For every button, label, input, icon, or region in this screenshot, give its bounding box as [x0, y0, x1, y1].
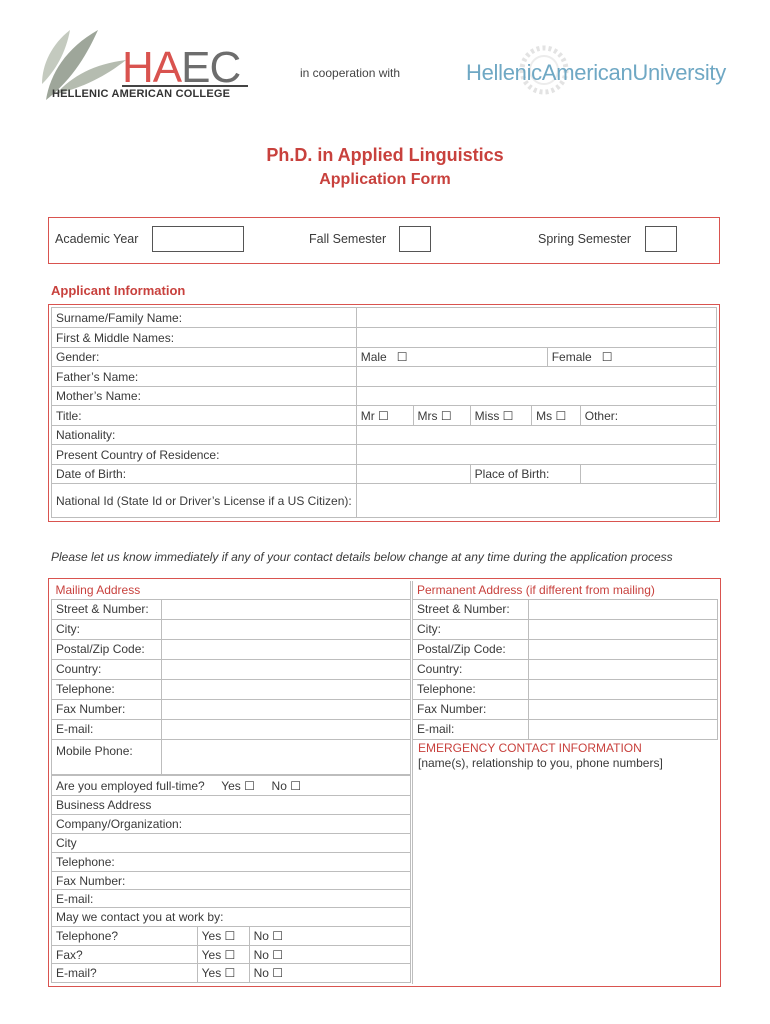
perm-country-input[interactable]: [528, 659, 717, 679]
perm-street-label: Street & Number:: [413, 599, 529, 619]
perm-zip-label: Postal/Zip Code:: [413, 639, 529, 659]
perm-street-input[interactable]: [528, 599, 717, 619]
fax-no-option[interactable]: No ☐: [249, 946, 410, 964]
cooperation-text: in cooperation with: [300, 66, 401, 80]
perm-email-label: E-mail:: [413, 719, 529, 739]
contact-at-work-question: May we contact you at work by:: [52, 908, 411, 927]
male-checkbox-icon[interactable]: ☐: [396, 350, 408, 364]
first-names-input[interactable]: [356, 328, 716, 348]
emergency-section[interactable]: [412, 740, 719, 984]
father-input[interactable]: [356, 367, 716, 387]
mail-city-input[interactable]: [161, 619, 410, 639]
mail-fax-input[interactable]: [161, 699, 410, 719]
email-no-checkbox-icon[interactable]: ☐: [272, 966, 284, 980]
company-field[interactable]: Company/Organization:: [52, 815, 411, 834]
perm-fax-input[interactable]: [528, 699, 717, 719]
mail-country-label: Country:: [52, 659, 162, 679]
employment-table: [51, 775, 411, 983]
title-mr-option[interactable]: Mr ☐: [356, 406, 413, 426]
mail-fax-label: Fax Number:: [52, 699, 162, 719]
pob-input[interactable]: [580, 465, 716, 484]
mail-zip-label: Postal/Zip Code:: [52, 639, 162, 659]
semester-section: [48, 217, 720, 264]
first-names-label: First & Middle Names:: [52, 328, 357, 348]
permanent-table: [412, 581, 718, 740]
permanent-heading: Permanent Address (if different from mailing): [413, 581, 718, 599]
mail-street-label: Street & Number:: [52, 599, 162, 619]
mr-checkbox-icon[interactable]: ☐: [378, 408, 389, 423]
form-title: Ph.D. in Applied Linguistics: [266, 145, 504, 165]
fax-no-checkbox-icon[interactable]: ☐: [272, 947, 284, 962]
mail-city-label: City:: [52, 619, 162, 639]
perm-telephone-input[interactable]: [528, 679, 717, 699]
national-id-label: National Id (State Id or Driver’s License if a US Citizen):: [52, 484, 357, 518]
title-miss-option[interactable]: Miss ☐: [470, 406, 531, 426]
perm-fax-label: Fax Number:: [413, 699, 529, 719]
perm-city-input[interactable]: [528, 619, 717, 639]
title-ms-option[interactable]: Ms ☐: [532, 406, 581, 426]
mail-zip-input[interactable]: [161, 639, 410, 659]
perm-zip-input[interactable]: [528, 639, 717, 659]
employed-yes-option[interactable]: Yes ☐: [221, 778, 255, 793]
mailing-heading: Mailing Address: [52, 581, 411, 599]
haec-logo: [36, 24, 256, 104]
contact-by-fax-label: Fax?: [52, 946, 198, 964]
perm-country-label: Country:: [413, 659, 529, 679]
fall-semester-label: Fall Semester: [309, 232, 387, 246]
gender-label: Gender:: [52, 348, 357, 367]
perm-email-input[interactable]: [528, 719, 717, 739]
nationality-label: Nationality:: [52, 426, 357, 445]
mail-email-label: E-mail:: [52, 719, 162, 739]
phone-yes-option[interactable]: Yes ☐: [197, 927, 249, 946]
phone-no-checkbox-icon[interactable]: ☐: [272, 929, 284, 943]
mail-email-input[interactable]: [161, 719, 410, 739]
mailing-table: [51, 581, 411, 775]
mother-input[interactable]: [356, 387, 716, 406]
title-label: Title:: [52, 406, 357, 426]
national-id-input[interactable]: [356, 484, 716, 518]
fall-semester-checkbox[interactable]: [399, 226, 431, 252]
contact-by-phone-label: Telephone?: [52, 927, 198, 946]
title-other-input[interactable]: Other:: [580, 406, 716, 426]
employed-yes-checkbox-icon[interactable]: ☐: [244, 778, 255, 793]
gender-male-option[interactable]: Male ☐: [356, 348, 547, 367]
fax-yes-option[interactable]: Yes ☐: [197, 946, 249, 964]
phone-no-option[interactable]: No ☐: [249, 927, 410, 946]
employed-question: Are you employed full-time? Yes ☐ No ☐: [52, 776, 411, 796]
mrs-checkbox-icon[interactable]: ☐: [440, 408, 452, 423]
residence-label: Present Country of Residence:: [52, 445, 357, 465]
female-checkbox-icon[interactable]: ☐: [601, 350, 613, 364]
perm-telephone-label: Telephone:: [413, 679, 529, 699]
employed-no-option[interactable]: No ☐: [271, 778, 301, 793]
contact-by-email-label: E-mail?: [52, 964, 198, 983]
business-telephone-field[interactable]: Telephone:: [52, 853, 411, 872]
gender-female-option[interactable]: Female ☐: [547, 348, 716, 367]
emergency-note: [name(s), relationship to you, phone numbers]: [418, 756, 663, 770]
fax-yes-checkbox-icon[interactable]: ☐: [224, 947, 236, 962]
ms-checkbox-icon[interactable]: ☐: [555, 408, 567, 423]
email-yes-option[interactable]: Yes ☐: [197, 964, 249, 983]
academic-year-label: Academic Year: [55, 232, 139, 246]
mail-country-input[interactable]: [161, 659, 410, 679]
surname-input[interactable]: [356, 308, 716, 328]
hau-logo-text: HellenicAmericanUniversity: [466, 60, 726, 85]
spring-semester-label: Spring Semester: [538, 232, 632, 246]
dob-input[interactable]: [356, 465, 470, 484]
business-email-field[interactable]: E-mail:: [52, 890, 411, 908]
father-label: Father’s Name:: [52, 367, 357, 387]
title-mrs-option[interactable]: Mrs ☐: [413, 406, 470, 426]
contact-change-notice: Please let us know immediately if any of your contact details below change at any time during the application process: [51, 550, 673, 564]
mail-street-input[interactable]: [161, 599, 410, 619]
applicant-heading: Applicant Information: [51, 283, 186, 298]
mail-mobile-label: Mobile Phone:: [52, 739, 162, 774]
business-address-field[interactable]: Business Address: [52, 796, 411, 815]
business-city-field[interactable]: City: [52, 834, 411, 853]
applicant-table: [51, 307, 717, 518]
dob-label: Date of Birth:: [52, 465, 357, 484]
spring-semester-checkbox[interactable]: [645, 226, 677, 252]
mail-telephone-label: Telephone:: [52, 679, 162, 699]
logo-college-name: HELLENIC AMERICAN COLLEGE: [52, 88, 231, 100]
mother-label: Mother’s Name:: [52, 387, 357, 406]
email-yes-checkbox-icon[interactable]: ☐: [224, 966, 236, 980]
logo-ec-text: EC: [181, 43, 241, 92]
academic-year-input[interactable]: [152, 226, 244, 252]
mail-mobile-input[interactable]: [161, 739, 410, 774]
email-no-option[interactable]: No ☐: [249, 964, 410, 983]
logo-ha-text: HA: [122, 43, 182, 92]
mail-telephone-input[interactable]: [161, 679, 410, 699]
form-subtitle: Application Form: [319, 171, 451, 188]
residence-input[interactable]: [356, 445, 716, 465]
phone-yes-checkbox-icon[interactable]: ☐: [224, 929, 236, 943]
emergency-heading: EMERGENCY CONTACT INFORMATION: [418, 741, 642, 755]
perm-city-label: City:: [413, 619, 529, 639]
employed-no-checkbox-icon[interactable]: ☐: [290, 778, 301, 793]
pob-label: Place of Birth:: [470, 465, 580, 484]
business-fax-field[interactable]: Fax Number:: [52, 872, 411, 890]
hau-logo: [466, 40, 746, 100]
miss-checkbox-icon[interactable]: ☐: [502, 408, 514, 423]
nationality-input[interactable]: [356, 426, 716, 445]
surname-label: Surname/Family Name:: [52, 308, 357, 328]
